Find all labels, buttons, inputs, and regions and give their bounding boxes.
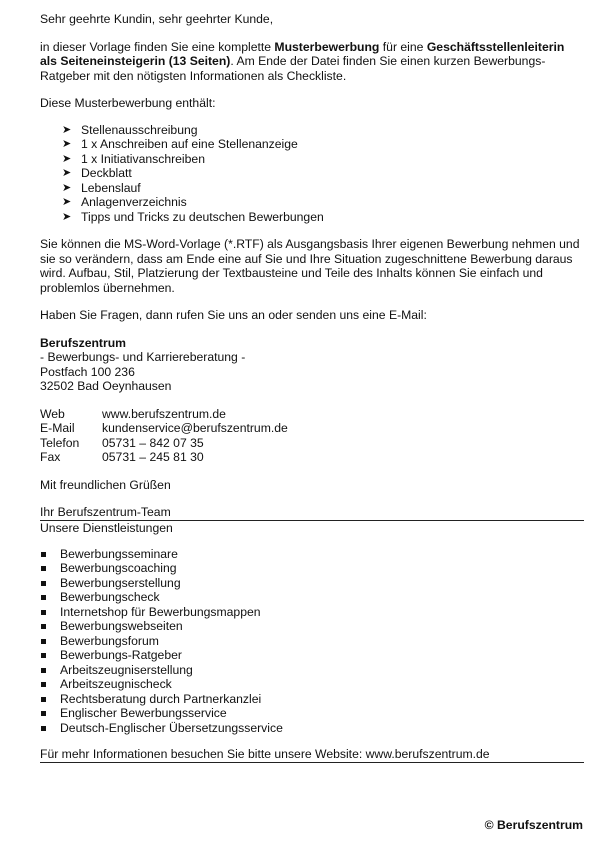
list-item: Bewerbungserstellung <box>40 576 584 591</box>
list-item: ➤ Anlagenverzeichnis <box>62 195 187 209</box>
email-link[interactable]: kundenservice@berufszentrum.de <box>102 421 288 435</box>
questions-paragraph: Haben Sie Fragen, dann rufen Sie uns an oder senden uns eine E-Mail: <box>40 308 427 322</box>
square-bullet-icon <box>41 726 46 731</box>
intro-text-4: . Am Ende der Datei finden Sie einen kurzen Bewerbungs-Ratgeber mit den nötigsten Informationen als Checkliste. <box>40 54 546 83</box>
arrow-bullet-icon: ➤ <box>62 152 72 165</box>
address-line-2: 32502 Bad Oeynhausen <box>40 379 172 393</box>
list-item: Bewerbungswebseiten <box>40 619 584 634</box>
divider <box>40 762 584 763</box>
company-address <box>40 336 584 394</box>
list-item: ➤ 1 x Anschreiben auf eine Stellenanzeige <box>62 137 298 151</box>
arrow-bullet-icon: ➤ <box>62 167 72 179</box>
intro-paragraph <box>40 40 584 84</box>
list-item: Englischer Bewerbungsservice <box>40 706 584 721</box>
list-item: Rechtsberatung durch Partnerkanzlei <box>40 692 584 707</box>
list-item: Internetshop für Bewerbungsmappen <box>40 605 584 620</box>
contact-row-phone: Telefon 05731 – 842 07 35 <box>40 435 204 450</box>
list-item: Bewerbungs-Ratgeber <box>40 648 584 663</box>
company-name: Berufszentrum <box>40 335 127 350</box>
arrow-bullet-icon: ➤ <box>62 123 72 136</box>
contact-row-email: E-Mail kundenservice@berufszentrum.de <box>40 421 288 435</box>
phone-value: 05731 – 842 07 35 <box>102 435 204 450</box>
square-bullet-icon <box>41 682 46 687</box>
list-item: Deutsch-Englischer Übersetzungsservice <box>40 721 584 736</box>
list-item: Bewerbungsforum <box>40 634 584 649</box>
arrow-bullet-icon: ➤ <box>62 210 72 223</box>
salutation: Sehr geehrte Kundin, sehr geehrter Kunde, <box>40 12 274 26</box>
contact-table <box>40 407 584 465</box>
address-line-1: Postfach 100 236 <box>40 364 135 379</box>
more-info-text: Für mehr Informationen besuchen Sie bitte unsere Website: www.berufszentrum.de <box>40 747 490 761</box>
square-bullet-icon <box>41 697 46 702</box>
arrow-bullet-icon: ➤ <box>62 181 72 194</box>
list-item: Bewerbungscheck <box>40 590 584 605</box>
services-list <box>40 547 584 736</box>
square-bullet-icon <box>41 624 46 629</box>
closing: Mit freundlichen Grüßen <box>40 477 171 492</box>
usage-paragraph: Sie können die MS-Word-Vorlage (*.RTF) als Ausgangsbasis Ihrer eigenen Bewerbung nehmen und sie so verändern, dass am Ende eine auf Sie und Ihre Situation zugeschnittene Bewerbung daraus wird. Aufbau, Stil, Platzierung der Textbausteine und Teile des Inhalts können Sie einfach und problemlos übernehmen. <box>40 237 580 295</box>
square-bullet-icon <box>41 639 46 644</box>
list-item: ➤ Deckblatt <box>62 166 132 180</box>
contains-heading: Diese Musterbewerbung enthält: <box>40 96 216 110</box>
list-item: ➤ Stellenausschreibung <box>62 122 198 137</box>
square-bullet-icon <box>41 581 46 586</box>
website-link[interactable]: www.berufszentrum.de <box>102 406 226 421</box>
copyright-notice: © Berufszentrum <box>484 818 583 832</box>
square-bullet-icon <box>41 668 46 673</box>
fax-value: 05731 – 245 81 30 <box>102 450 204 464</box>
list-item: ➤ Lebenslauf <box>62 180 141 195</box>
list-item: Arbeitszeugniserstellung <box>40 663 584 678</box>
services-heading: Unsere Dienstleistungen <box>40 520 173 535</box>
list-item: ➤ Tipps und Tricks zu deutschen Bewerbungen <box>62 209 324 224</box>
list-item: Bewerbungscoaching <box>40 561 584 576</box>
signature: Ihr Berufszentrum-Team <box>40 505 171 519</box>
list-item: ➤ 1 x Initiativanschreiben <box>62 151 205 166</box>
square-bullet-icon <box>41 653 46 658</box>
intro-text-1: in dieser Vorlage finden Sie eine komplette <box>40 39 275 54</box>
contact-row-web: Web www.berufszentrum.de <box>40 406 226 421</box>
contents-list <box>40 123 584 225</box>
square-bullet-icon <box>41 595 46 600</box>
square-bullet-icon <box>41 566 46 571</box>
contact-row-fax: Fax 05731 – 245 81 30 <box>40 450 204 464</box>
square-bullet-icon <box>41 552 46 557</box>
arrow-bullet-icon: ➤ <box>62 196 72 208</box>
document-page <box>40 12 584 763</box>
intro-bold-2: Geschäftsstellenleiterin als Seiteneinsteigerin <box>40 39 565 68</box>
list-item: Arbeitszeugnischeck <box>40 677 584 692</box>
intro-bold-3: (13 Seiten) <box>168 54 231 68</box>
intro-text-2: für eine <box>379 39 427 54</box>
intro-bold-1: Musterbewerbung <box>274 39 380 54</box>
list-item: Bewerbungsseminare <box>40 547 584 562</box>
square-bullet-icon <box>41 711 46 716</box>
arrow-bullet-icon: ➤ <box>62 138 72 150</box>
company-tagline: - Bewerbungs- und Karriereberatung - <box>40 350 246 364</box>
square-bullet-icon <box>41 610 46 615</box>
